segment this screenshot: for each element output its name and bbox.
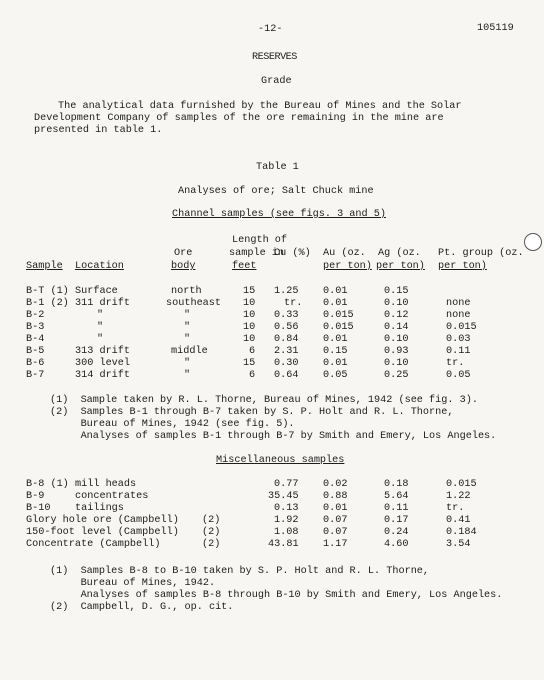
- cell-ag: 0.10: [384, 334, 409, 345]
- cell-location: 311 drift: [75, 298, 131, 309]
- cell-ag: 0.10: [384, 298, 409, 309]
- cell-au: 0.01: [323, 503, 348, 514]
- table-row: [0, 491, 544, 503]
- cell-location: ": [97, 334, 104, 345]
- column-header-au: Au (oz.: [323, 248, 366, 259]
- cell-au: 0.01: [323, 286, 348, 297]
- footnote: Analyses of samples B-1 through B-7 by Smith and Emery, Los Angeles.: [50, 431, 497, 442]
- cell-sample: B-3: [26, 322, 45, 333]
- page-number: -12-: [258, 24, 283, 35]
- cell-sample: B-6: [26, 358, 45, 369]
- cell-ore-body: ": [184, 322, 191, 333]
- cell-sample: B-10: [26, 503, 51, 514]
- cell-length: 6: [249, 370, 256, 381]
- cell-description: tailings: [75, 503, 124, 514]
- channel-samples-heading: Channel samples (see figs. 3 and 5): [172, 209, 386, 220]
- cell-pt: tr.: [446, 358, 465, 369]
- footnote: (2) Samples B-1 through B-7 taken by S. P. Holt and R. L. Thorne,: [50, 407, 454, 418]
- column-header-ore: Ore: [174, 248, 193, 259]
- cell-cu: 0.56: [274, 322, 299, 333]
- table-row: [0, 479, 544, 491]
- table-row: [0, 322, 544, 334]
- column-header-cu: Cu (%): [274, 248, 311, 259]
- cell-au: 0.01: [323, 334, 348, 345]
- cell-pt: 0.184: [446, 527, 477, 538]
- cell-pt: 0.015: [446, 322, 477, 333]
- cell-description: (2): [202, 539, 221, 550]
- table-row: [0, 358, 544, 370]
- cell-cu: tr.: [284, 298, 303, 309]
- table-subtitle: Analyses of ore; Salt Chuck mine: [178, 186, 374, 197]
- cell-sample: Concentrate (Campbell): [26, 539, 161, 550]
- footnote: Bureau of Mines, 1942.: [50, 578, 216, 589]
- cell-au: 0.015: [323, 310, 354, 321]
- cell-length: 15: [243, 358, 256, 369]
- column-header-feet: feet: [232, 261, 257, 272]
- cell-au: 0.015: [323, 322, 354, 333]
- cell-pt: none: [446, 310, 471, 321]
- cell-au: 1.17: [323, 539, 348, 550]
- cell-ag: 0.17: [384, 515, 409, 526]
- cell-location: 300 level: [75, 358, 131, 369]
- cell-pt: 0.41: [446, 515, 471, 526]
- cell-pt: 1.22: [446, 491, 471, 502]
- cell-cu: 2.31: [274, 346, 299, 357]
- cell-ag: 0.15: [384, 286, 409, 297]
- cell-pt: 0.05: [446, 370, 471, 381]
- cell-sample: B-T (1): [26, 286, 69, 297]
- column-header-ag-unit: per ton): [376, 261, 425, 272]
- subsection-title: Grade: [261, 76, 292, 87]
- cell-sample: B-9: [26, 491, 45, 502]
- column-header-ag: Ag (oz.: [378, 248, 421, 259]
- cell-pt: 0.03: [446, 334, 471, 345]
- table-row: [0, 527, 544, 539]
- cell-pt: 0.11: [446, 346, 471, 357]
- cell-ore-body: north: [171, 286, 202, 297]
- cell-cu: 0.33: [274, 310, 299, 321]
- cell-au: 0.01: [323, 358, 348, 369]
- cell-cu: 1.08: [274, 527, 299, 538]
- cell-description: (2): [202, 515, 221, 526]
- cell-location: 314 drift: [75, 370, 131, 381]
- cell-ag: 0.24: [384, 527, 409, 538]
- cell-pt: none: [446, 298, 471, 309]
- cell-au: 0.07: [323, 527, 348, 538]
- cell-ore-body: ": [184, 358, 191, 369]
- footnote: (2) Campbell, D. G., op. cit.: [50, 602, 234, 613]
- cell-cu: 1.25: [274, 286, 299, 297]
- table-row: [0, 310, 544, 322]
- cell-sample: B-7: [26, 370, 45, 381]
- table-row: [0, 346, 544, 358]
- intro-line: Development Company of samples of the ore remaining in the mine are: [34, 113, 444, 124]
- cell-ag: 0.25: [384, 370, 409, 381]
- section-title: RESERVES: [252, 52, 297, 63]
- cell-cu: 35.45: [268, 491, 299, 502]
- cell-description: concentrates: [75, 491, 149, 502]
- cell-au: 0.01: [323, 298, 348, 309]
- table-row: [0, 515, 544, 527]
- document-id: 105119: [477, 23, 514, 34]
- cell-pt: 0.015: [446, 479, 477, 490]
- cell-ore-body: ": [184, 370, 191, 381]
- cell-sample: Glory hole ore (Campbell): [26, 515, 179, 526]
- cell-ore-body: southeast: [166, 298, 222, 309]
- column-header-length: Length of: [232, 235, 288, 246]
- cell-location: ": [97, 322, 104, 333]
- cell-ag: 0.14: [384, 322, 409, 333]
- cell-cu: 0.64: [274, 370, 299, 381]
- intro-line: The analytical data furnished by the Bureau of Mines and the Solar: [58, 101, 462, 112]
- cell-sample: B-5: [26, 346, 45, 357]
- table-row: [0, 298, 544, 310]
- column-header-sample: Sample: [26, 261, 63, 272]
- cell-length: 6: [249, 346, 256, 357]
- table-row: [0, 286, 544, 298]
- cell-sample: B-4: [26, 334, 45, 345]
- cell-cu: 43.81: [268, 539, 299, 550]
- cell-sample: B-1 (2): [26, 298, 69, 309]
- column-header-length: sample in: [229, 248, 285, 259]
- table-row: [0, 370, 544, 382]
- table-row: [0, 539, 544, 551]
- cell-ore-body: ": [184, 334, 191, 345]
- intro-line: presented in table 1.: [34, 125, 163, 136]
- footnote: (1) Samples B-8 to B-10 taken by S. P. Holt and R. L. Thorne,: [50, 566, 430, 577]
- cell-ag: 0.18: [384, 479, 409, 490]
- cell-cu: 0.30: [274, 358, 299, 369]
- cell-pt: tr.: [446, 503, 465, 514]
- cell-location: ": [97, 310, 104, 321]
- footnote: (1) Sample taken by R. L. Thorne, Bureau of Mines, 1942 (see fig. 3).: [50, 395, 478, 406]
- cell-location: Surface: [75, 286, 118, 297]
- column-header-au-unit: per ton): [323, 261, 372, 272]
- cell-cu: 1.92: [274, 515, 299, 526]
- cell-length: 15: [243, 286, 256, 297]
- cell-description: mill heads: [75, 479, 137, 490]
- cell-location: 313 drift: [75, 346, 131, 357]
- cell-sample: B-2: [26, 310, 45, 321]
- cell-ag: 0.10: [384, 358, 409, 369]
- table-row: [0, 503, 544, 515]
- cell-ag: 4.60: [384, 539, 409, 550]
- cell-description: (2): [202, 527, 221, 538]
- cell-length: 10: [243, 298, 256, 309]
- cell-ag: 5.64: [384, 491, 409, 502]
- cell-sample: 150-foot level (Campbell): [26, 527, 179, 538]
- cell-ore-body: ": [184, 310, 191, 321]
- column-header-pt-unit: per ton): [438, 261, 487, 272]
- table-title: Table 1: [256, 162, 299, 173]
- cell-cu: 0.84: [274, 334, 299, 345]
- cell-length: 10: [243, 310, 256, 321]
- cell-cu: 0.77: [274, 479, 299, 490]
- misc-samples-heading: Miscellaneous samples: [216, 455, 345, 466]
- cell-pt: 3.54: [446, 539, 471, 550]
- cell-ag: 0.12: [384, 310, 409, 321]
- cell-au: 0.15: [323, 346, 348, 357]
- binder-hole-icon: [524, 233, 542, 251]
- cell-au: 0.88: [323, 491, 348, 502]
- column-header-pt: Pt. group (oz.: [438, 248, 524, 259]
- cell-cu: 0.13: [274, 503, 299, 514]
- footnote: Bureau of Mines, 1942 (see fig. 5).: [50, 419, 295, 430]
- cell-au: 0.02: [323, 479, 348, 490]
- cell-sample: B-8 (1): [26, 479, 69, 490]
- column-header-ore-body: body: [171, 261, 196, 272]
- cell-au: 0.07: [323, 515, 348, 526]
- cell-au: 0.05: [323, 370, 348, 381]
- column-header-location: Location: [75, 261, 124, 272]
- cell-ag: 0.11: [384, 503, 409, 514]
- cell-length: 10: [243, 334, 256, 345]
- cell-ag: 0.93: [384, 346, 409, 357]
- table-row: [0, 334, 544, 346]
- cell-length: 10: [243, 322, 256, 333]
- cell-ore-body: middle: [171, 346, 208, 357]
- footnote: Analyses of samples B-8 through B-10 by Smith and Emery, Los Angeles.: [50, 590, 503, 601]
